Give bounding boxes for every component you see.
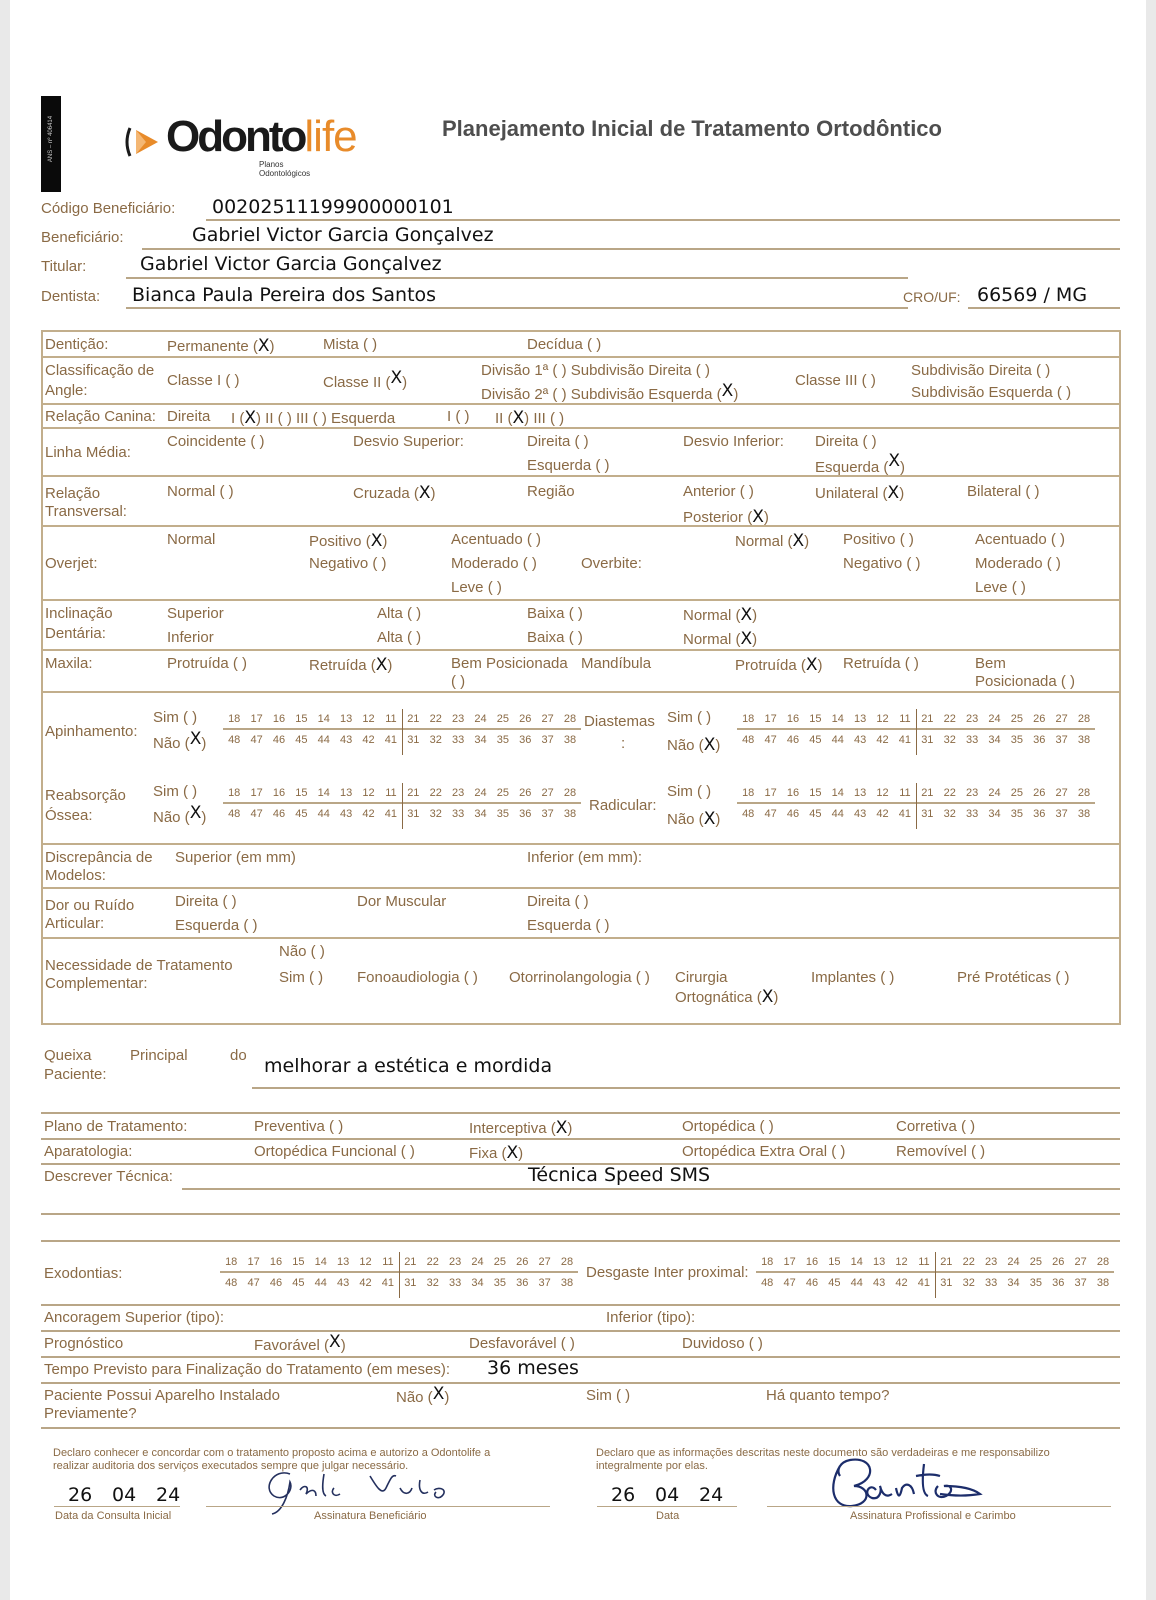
check-mark: X (189, 803, 202, 823)
aparatologia-label: Aparatologia: (44, 1143, 133, 1160)
row-dental-charts (43, 693, 1119, 845)
maxila-label: Maxila: (45, 655, 93, 672)
inclinacao-label-2: Dentária: (45, 625, 106, 642)
option-extra-oral[interactable]: Ortopédica Extra Oral ( ) (682, 1143, 846, 1160)
option-apinhamento-nao[interactable]: Não (X) (153, 729, 207, 752)
row-discrepancia (43, 845, 1119, 889)
row-denticao (43, 332, 1119, 358)
transversal-label-1: Relação (45, 485, 101, 502)
overjet-normal-label: Normal (167, 531, 216, 548)
consulta-month-field[interactable]: 04 (112, 1484, 137, 1506)
option-mandibula-bem-posicionada[interactable]: Bem (975, 655, 1006, 672)
discrepancia-superior-field[interactable]: Superior (em mm) (175, 849, 296, 866)
reabsorcao-label-2: Óssea: (45, 807, 93, 824)
option-radicular-nao[interactable]: Não (X) (667, 809, 721, 829)
dor-label-2: Articular: (45, 915, 105, 932)
option-classe-1[interactable]: Classe I ( ) (167, 372, 240, 389)
codigo-label: Código Beneficiário: (41, 200, 176, 217)
reabsorcao-tooth-chart[interactable] (223, 787, 581, 820)
option-classe-3[interactable]: Classe III ( ) (795, 372, 876, 389)
ans-registration-bar (41, 96, 61, 192)
diastemas-label: Diastemas (584, 713, 655, 730)
option-apinhamento-sim[interactable]: Sim ( ) (153, 709, 198, 726)
check-mark: X (740, 605, 753, 625)
row-dor (43, 889, 1119, 939)
cro-field[interactable]: 66569 / MG (977, 284, 1088, 306)
check-mark: X (888, 451, 901, 471)
row-angle (43, 358, 1119, 405)
row-transversal (43, 477, 1119, 527)
canina-label: Relação Canina: (45, 408, 156, 425)
check-mark: X (390, 368, 403, 388)
titular-field[interactable]: Gabriel Victor Garcia Gonçalvez (140, 253, 442, 275)
option-overjet-positivo[interactable]: Positivo (X) (309, 531, 388, 551)
option-favoravel[interactable]: Favorável (X) (254, 1332, 346, 1354)
logo-tooth-icon (124, 122, 164, 162)
desvio-superior-label: Desvio Superior: (353, 433, 464, 450)
option-preventiva[interactable]: Preventiva ( ) (254, 1118, 344, 1135)
option-fonoaudiologia[interactable]: Fonoaudiologia ( ) (357, 969, 478, 986)
check-mark: X (792, 531, 805, 551)
consulta-date-caption: Data da Consulta Inicial (55, 1510, 172, 1522)
check-mark: X (703, 809, 716, 829)
option-radicular-sim[interactable]: Sim ( ) (667, 783, 712, 800)
option-cirurgia-ortognatica[interactable]: Ortognática (X) (675, 987, 779, 1007)
declaration-beneficiary-1: Declaro conhecer e concordar com o tratamento proposto acima e autorizo a Odontolife a (53, 1447, 491, 1459)
diastemas-tooth-chart[interactable] (737, 713, 1095, 746)
upper-teeth: 18 17 16 15 14 13 12 11 21 22 23 24 25 26 27 28 (737, 713, 1095, 730)
overbite-label: Overbite: (581, 555, 642, 572)
option-diastemas-sim[interactable]: Sim ( ) (667, 709, 712, 726)
option-implantes[interactable]: Implantes ( ) (811, 969, 895, 986)
lower-teeth: 48 47 46 45 44 43 42 41 31 32 33 34 35 36 37 38 (225, 1277, 574, 1289)
check-mark: X (418, 483, 431, 503)
option-posterior[interactable]: Posterior (X) (683, 507, 769, 527)
row-linha-media (43, 429, 1119, 477)
tempo-field[interactable]: 36 meses (487, 1357, 579, 1379)
beneficiary-signature-caption: Assinatura Beneficiário (314, 1510, 427, 1522)
angle-label-1: Classificação de (45, 362, 155, 379)
option-cirurgia-label: Cirurgia (675, 969, 728, 986)
check-mark: X (257, 336, 270, 356)
check-mark: X (506, 1143, 519, 1163)
check-mark: X (375, 655, 388, 675)
discrepancia-label-2: Modelos: (45, 867, 106, 884)
option-desfavoravel[interactable]: Desfavorável ( ) (469, 1335, 575, 1352)
check-mark: X (512, 408, 525, 428)
option-overbite-leve[interactable]: Leve ( ) (975, 579, 1026, 596)
option-unilateral[interactable]: Unilateral (X) (815, 483, 905, 503)
option-overbite-negativo[interactable]: Negativo ( ) (843, 555, 921, 572)
linha-media-label: Linha Média: (45, 444, 131, 461)
option-overjet-moderado[interactable]: Moderado ( ) (451, 555, 537, 572)
denticao-label: Dentição: (45, 336, 109, 353)
logo-subtitle: Planos Odontológicos (259, 160, 311, 178)
data-month-field[interactable]: 04 (655, 1484, 680, 1506)
option-sup-esquerda[interactable]: Esquerda ( ) (527, 457, 610, 474)
option-overbite-moderado[interactable]: Moderado ( ) (975, 555, 1061, 572)
ha-quanto-tempo-field[interactable]: Há quanto tempo? (766, 1387, 890, 1404)
check-mark: X (721, 381, 734, 401)
option-bilateral[interactable]: Bilateral ( ) (967, 483, 1040, 500)
option-dor-direita[interactable]: Direita ( ) (175, 893, 237, 910)
check-mark: X (370, 531, 383, 551)
option-divisao-2[interactable]: Divisão 2ª ( ) Subdivisão Esquerda (X) (481, 381, 739, 403)
option-aparelho-nao[interactable]: Não (X) (396, 1384, 450, 1406)
queixa-label-c: do (230, 1047, 247, 1064)
check-mark: X (761, 987, 774, 1007)
row-canina (43, 405, 1119, 429)
row-complementar (43, 939, 1119, 1007)
dor-muscular-label: Dor Muscular (357, 893, 447, 910)
option-permanente[interactable]: Permanente (X) (167, 336, 275, 356)
option-classe-2[interactable]: Classe II (X) (323, 368, 408, 391)
maxila-bem-checkbox[interactable]: ( ) (451, 673, 466, 690)
option-fixa[interactable]: Fixa (X) (469, 1143, 524, 1163)
check-mark: X (189, 729, 202, 749)
titular-label: Titular: (41, 258, 87, 275)
professional-signature-caption: Assinatura Profissional e Carimbo (850, 1510, 1016, 1522)
upper-teeth: 18 17 16 15 14 13 12 11 21 22 23 24 25 26 27 28 (737, 787, 1095, 804)
row-overjet-overbite (43, 527, 1119, 601)
option-pre-proteticas[interactable]: Pré Protéticas ( ) (957, 969, 1070, 986)
option-diastemas-nao[interactable]: Não (X) (667, 735, 721, 755)
consulta-day-field[interactable]: 26 (68, 1484, 93, 1506)
plano-label: Plano de Tratamento: (44, 1118, 188, 1135)
option-reabsorcao-sim[interactable]: Sim ( ) (153, 783, 198, 800)
codigo-field[interactable]: 00202511199900000101 (212, 196, 454, 218)
discrepancia-inferior-field[interactable]: Inferior (em mm): (527, 849, 643, 866)
option-overjet-acentuado[interactable]: Acentuado ( ) (451, 531, 542, 548)
option-dor-esquerda[interactable]: Esquerda ( ) (175, 917, 258, 934)
reabsorcao-label-1: Reabsorção (45, 787, 126, 804)
aparelho-label-2: Previamente? (44, 1405, 137, 1422)
consulta-year-field[interactable]: 24 (156, 1484, 181, 1506)
prognostico-label: Prognóstico (44, 1335, 124, 1352)
discrepancia-label-1: Discrepância de (45, 849, 153, 866)
option-sup-direita[interactable]: Direita ( ) (527, 433, 589, 450)
check-mark: X (703, 735, 716, 755)
lower-teeth: 48 47 46 45 44 43 42 41 31 32 33 34 35 36 37 38 (228, 734, 577, 746)
lower-teeth: 48 47 46 45 44 43 42 41 31 32 33 34 35 36 37 38 (761, 1277, 1110, 1289)
upper-teeth: 18 17 16 15 14 13 12 11 21 22 23 24 25 26 27 28 (220, 1256, 578, 1273)
inclinacao-superior-label: Superior (167, 605, 224, 622)
diastemas-colon: : (621, 735, 626, 752)
row-maxila-mandibula (43, 651, 1119, 693)
queixa-label-b: Principal (130, 1047, 188, 1064)
page-title: Planejamento Inicial de Tratamento Ortodôntico (442, 116, 942, 141)
option-sup-normal[interactable]: Normal (X) (683, 605, 758, 625)
lower-teeth: 48 47 46 45 44 43 42 41 31 32 33 34 35 36 37 38 (742, 808, 1091, 820)
option-cruzada[interactable]: Cruzada (X) (353, 483, 436, 503)
tecnica-field[interactable]: Técnica Speed SMS (528, 1164, 711, 1186)
apinhamento-tooth-chart[interactable] (223, 713, 581, 746)
check-mark: X (887, 483, 900, 503)
logo-wordmark: Odontolife (166, 112, 357, 161)
transversal-label-2: Transversal: (45, 503, 127, 520)
tempo-label: Tempo Previsto para Finalização do Tratamento (em meses): (44, 1361, 451, 1378)
queixa-label-a: Queixa (44, 1047, 92, 1064)
option-decidua[interactable]: Decídua ( ) (527, 336, 602, 353)
declaration-professional-1: Declaro que as informações descritas neste documento são verdadeiras e me responsabilizo (596, 1447, 1050, 1459)
upper-teeth: 18 17 16 15 14 13 12 11 21 22 23 24 25 26 27 28 (756, 1256, 1114, 1273)
overjet-label: Overjet: (45, 555, 98, 572)
desvio-inferior-label: Desvio Inferior: (683, 433, 784, 450)
option-complementar-nao[interactable]: Não ( ) (279, 943, 325, 960)
option-ortopedica[interactable]: Ortopédica ( ) (682, 1118, 774, 1135)
declaration-beneficiary-2: realizar auditoria dos serviços executados sempre que julgar necessário. (53, 1460, 409, 1472)
check-mark: X (555, 1118, 568, 1138)
option-overjet-leve[interactable]: Leve ( ) (451, 579, 502, 596)
clinical-table (41, 330, 1121, 1025)
ans-text: ANS – nº 406414 (48, 115, 54, 163)
option-overbite-normal[interactable]: Normal (X) (735, 531, 810, 551)
option-inf-baixa[interactable]: Baixa ( ) (527, 629, 583, 646)
option-muscular-esquerda[interactable]: Esquerda ( ) (527, 917, 610, 934)
option-overbite-acentuado[interactable]: Acentuado ( ) (975, 531, 1066, 548)
beneficiario-field[interactable]: Gabriel Victor Garcia Gonçalvez (192, 224, 494, 246)
complementar-label-2: Complementar: (45, 975, 148, 992)
regiao-label: Região (527, 483, 575, 500)
upper-teeth: 18 17 16 15 14 13 12 11 21 22 23 24 25 26 27 28 (223, 787, 581, 804)
option-muscular-direita[interactable]: Direita ( ) (527, 893, 589, 910)
data-day-field[interactable]: 26 (611, 1484, 636, 1506)
option-overbite-positivo[interactable]: Positivo ( ) (843, 531, 914, 548)
option-interceptiva[interactable]: Interceptiva (X) (469, 1118, 573, 1138)
data-year-field[interactable]: 24 (699, 1484, 724, 1506)
option-corretiva[interactable]: Corretiva ( ) (896, 1118, 976, 1135)
ancoragem-inferior-label: Inferior (tipo): (606, 1309, 696, 1326)
lower-teeth: 48 47 46 45 44 43 42 41 31 32 33 34 35 36 37 38 (742, 734, 1091, 746)
option-divisao-1[interactable]: Divisão 1ª ( ) Subdivisão Direita ( ) (481, 362, 710, 379)
mandibula-bem-checkbox[interactable]: Posicionada ( ) (975, 673, 1076, 690)
option-otorrinolaringologia[interactable]: Otorrinolangologia ( ) (509, 969, 650, 986)
option-classe-3-sub-direita[interactable]: Subdivisão Direita ( ) (911, 362, 1051, 379)
radicular-label: Radicular: (589, 797, 657, 814)
option-classe-3-sub-esquerda[interactable]: Subdivisão Esquerda ( ) (911, 384, 1072, 401)
check-mark: X (244, 408, 256, 428)
data-caption: Data (656, 1510, 680, 1522)
option-mandibula-protruida[interactable]: Protruída (X) (735, 655, 823, 675)
option-mista[interactable]: Mista ( ) (323, 336, 378, 353)
option-removivel[interactable]: Removível ( ) (896, 1143, 986, 1160)
exodontias-tooth-chart[interactable] (220, 1256, 578, 1289)
option-overjet-negativo[interactable]: Negativo ( ) (309, 555, 387, 572)
queixa-label-d: Paciente: (44, 1066, 107, 1083)
option-sup-baixa[interactable]: Baixa ( ) (527, 605, 583, 622)
dentista-field[interactable]: Bianca Paula Pereira dos Santos (132, 284, 437, 306)
option-complementar-sim[interactable]: Sim ( ) (279, 969, 324, 986)
complementar-label-1: Necessidade de Tratamento (45, 957, 233, 974)
option-maxila-retruida[interactable]: Retruída (X) (309, 655, 393, 675)
desgaste-label: Desgaste Inter proximal: (586, 1264, 749, 1281)
canina-direita-label: Direita (167, 408, 211, 425)
aparelho-label-1: Paciente Possui Aparelho Instalado (44, 1387, 280, 1404)
option-transversal-normal[interactable]: Normal ( ) (167, 483, 234, 500)
inclinacao-label-1: Inclinação (45, 605, 113, 622)
canina-direita-options[interactable]: I (X) II ( ) III ( ) Esquerda (231, 408, 396, 428)
check-mark: X (752, 507, 764, 527)
option-aparelho-sim[interactable]: Sim ( ) (586, 1387, 631, 1404)
declaration-professional-2: integralmente por elas. (596, 1460, 708, 1472)
option-inf-direita[interactable]: Direita ( ) (815, 433, 877, 450)
option-inf-normal[interactable]: Normal (X) (683, 629, 758, 649)
desgaste-tooth-chart[interactable] (756, 1256, 1114, 1289)
canina-esquerda-1[interactable]: I ( ) (447, 408, 470, 425)
check-mark: X (805, 655, 818, 675)
option-coincidente[interactable]: Coincidente ( ) (167, 433, 265, 450)
ancoragem-superior-label: Ancoragem Superior (tipo): (44, 1309, 225, 1326)
option-inf-alta[interactable]: Alta ( ) (377, 629, 422, 646)
option-sup-alta[interactable]: Alta ( ) (377, 605, 422, 622)
tecnica-label: Descrever Técnica: (44, 1168, 173, 1185)
check-mark: X (432, 1384, 445, 1404)
cro-label: CRO/UF: (903, 289, 961, 305)
lower-teeth: 48 47 46 45 44 43 42 41 31 32 33 34 35 36 37 38 (228, 808, 577, 820)
option-maxila-protruida[interactable]: Protruída ( ) (167, 655, 248, 672)
queixa-field[interactable]: melhorar a estética e mordida (264, 1055, 553, 1077)
option-ortopedica-funcional[interactable]: Ortopédica Funcional ( ) (254, 1143, 415, 1160)
option-inf-esquerda[interactable]: Esquerda (X) (815, 451, 906, 476)
canina-esquerda-2[interactable]: II (X) III ( ) (495, 408, 565, 428)
beneficiario-label: Beneficiário: (41, 229, 124, 246)
professional-signature-icon (822, 1446, 992, 1518)
form-page (10, 0, 1146, 1600)
inclinacao-inferior-label: Inferior (167, 629, 214, 646)
radicular-tooth-chart[interactable] (737, 787, 1095, 820)
option-anterior[interactable]: Anterior ( ) (683, 483, 754, 500)
apinhamento-label: Apinhamento: (45, 723, 138, 740)
dor-label-1: Dor ou Ruído (45, 897, 135, 914)
option-mandibula-retruida[interactable]: Retruída ( ) (843, 655, 919, 672)
option-maxila-bem-posicionada[interactable]: Bem Posicionada (451, 655, 568, 672)
option-reabsorcao-nao[interactable]: Não (X) (153, 803, 207, 826)
angle-label-2: Angle: (45, 382, 88, 399)
row-inclinacao (43, 601, 1119, 651)
check-mark: X (329, 1332, 341, 1352)
option-duvidoso[interactable]: Duvidoso ( ) (682, 1335, 763, 1352)
exodontias-label: Exodontias: (44, 1265, 123, 1282)
check-mark: X (740, 629, 753, 649)
upper-teeth: 18 17 16 15 14 13 12 11 21 22 23 24 25 26 27 28 (223, 713, 581, 730)
dentista-label: Dentista: (41, 288, 101, 305)
mandibula-label: Mandíbula (581, 655, 652, 672)
